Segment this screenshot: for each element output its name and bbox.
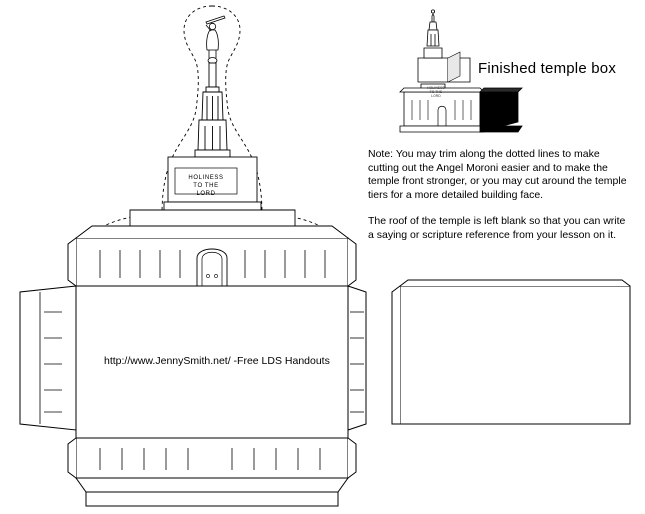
mini-sign-line-1: HOLINESS	[427, 86, 445, 90]
mini-sign-line-3: LORD	[431, 94, 441, 99]
note-paragraph-2: The roof of the temple is left blank so that you can write a saying or scripture reference from your lesson on it.	[368, 215, 626, 241]
mini-sign-label	[423, 86, 449, 99]
front-panel-url-label: http://www.JennySmith.net/ -Free LDS Handouts	[104, 355, 330, 367]
temple-lower-band	[76, 438, 348, 506]
sign-line-1: HOLINESS	[188, 175, 224, 181]
temple-front-face	[76, 226, 348, 286]
left-side-flap	[20, 286, 76, 430]
temple-spire	[195, 63, 230, 157]
mini-sign-line-2: TO THE	[429, 90, 443, 95]
finished-temple-box-caption: Finished temple box	[478, 60, 617, 77]
glue-tabs	[348, 286, 366, 430]
angel-moroni-figure	[206, 16, 225, 64]
sign-line-3: LORD	[196, 191, 216, 197]
temple-sign-text	[172, 174, 240, 198]
sign-line-2: TO THE	[193, 183, 219, 189]
instruction-notes	[368, 148, 630, 255]
roof-blank-panel	[392, 280, 630, 424]
note-paragraph-1: Note: You may trim along the dotted lines to make cutting out the Angel Moroni easier and to make the temple front stronger, or you may cut around the temple tiers for a more detailed building face.	[368, 148, 627, 201]
